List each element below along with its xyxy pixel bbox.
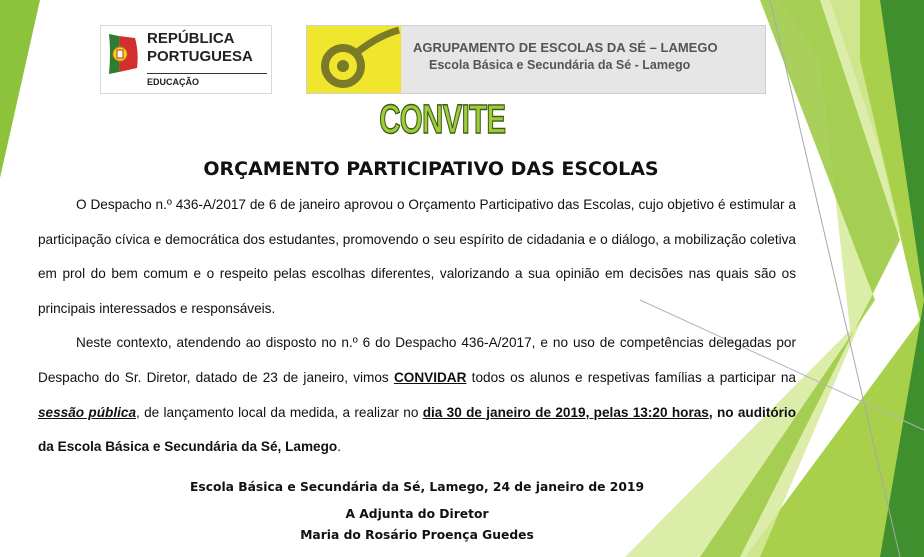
signature-place-date: Escola Básica e Secundária da Sé, Lamego, 24 de janeiro de 2019 (190, 480, 644, 494)
agrupamento-title: AGRUPAMENTO DE ESCOLAS DA SÉ – LAMEGO (413, 40, 718, 55)
convite-heading: CONVITE (379, 96, 506, 142)
paragraph-2 (38, 326, 796, 464)
portugal-flag-icon (105, 32, 141, 76)
republica-line2: PORTUGUESA (147, 48, 253, 65)
agrupamento-subtitle: Escola Básica e Secundária da Sé - Lamego (429, 58, 691, 72)
document-body (38, 188, 796, 465)
sessao-publica-emphasis: sessão pública (38, 404, 137, 420)
agrupamento-logo (306, 25, 766, 94)
p2-text-3: , de lançamento local da medida, a realizar no (136, 404, 423, 420)
p2-text-2: todos os alunos e respetivas famílias a participar na (466, 369, 796, 385)
paragraph-1: O Despacho n.º 436-A/2017 de 6 de janeiro aprovou o Orçamento Participativo das Escolas, cujo objetivo é estimular a participação cívica e democrática dos estudantes, promovendo o seu espírito de cidadania e o diálogo, a mobilização coletiva em prol do bem comum e o respeito pelas escolhas diferentes, valorizando a sua opinião em decisões nas quais são os principais interessados e responsáveis. (38, 197, 796, 316)
p2-text-1: Neste contexto, atendendo ao disposto no n.º 6 do Despacho 436-A/2017, e no uso de competências delegadas por Despacho do Sr. Diretor, datado de 23 de janeiro, vimos (38, 335, 796, 385)
signature-role: A Adjunta do Diretor (345, 507, 489, 521)
convidar-emphasis: CONVIDAR (393, 369, 467, 385)
event-date: dia 30 de janeiro de 2019, pelas 13:20 horas (422, 404, 709, 420)
republica-portuguesa-logo (100, 25, 272, 94)
educacao-label: EDUCAÇÃO (147, 77, 200, 87)
agrupamento-emblem (307, 26, 401, 93)
logo-divider (147, 73, 267, 74)
event-location: , no auditório da Escola Básica e Secundária da Sé, Lamego (38, 404, 797, 455)
spiral-emblem-icon (307, 26, 401, 93)
left-green-triangle (0, 0, 40, 178)
p2-end: . (337, 439, 341, 455)
document-subtitle: ORÇAMENTO PARTICIPATIVO DAS ESCOLAS (203, 158, 659, 180)
signature-name: Maria do Rosário Proença Guedes (300, 528, 534, 542)
republica-line1: REPÚBLICA (147, 30, 235, 47)
